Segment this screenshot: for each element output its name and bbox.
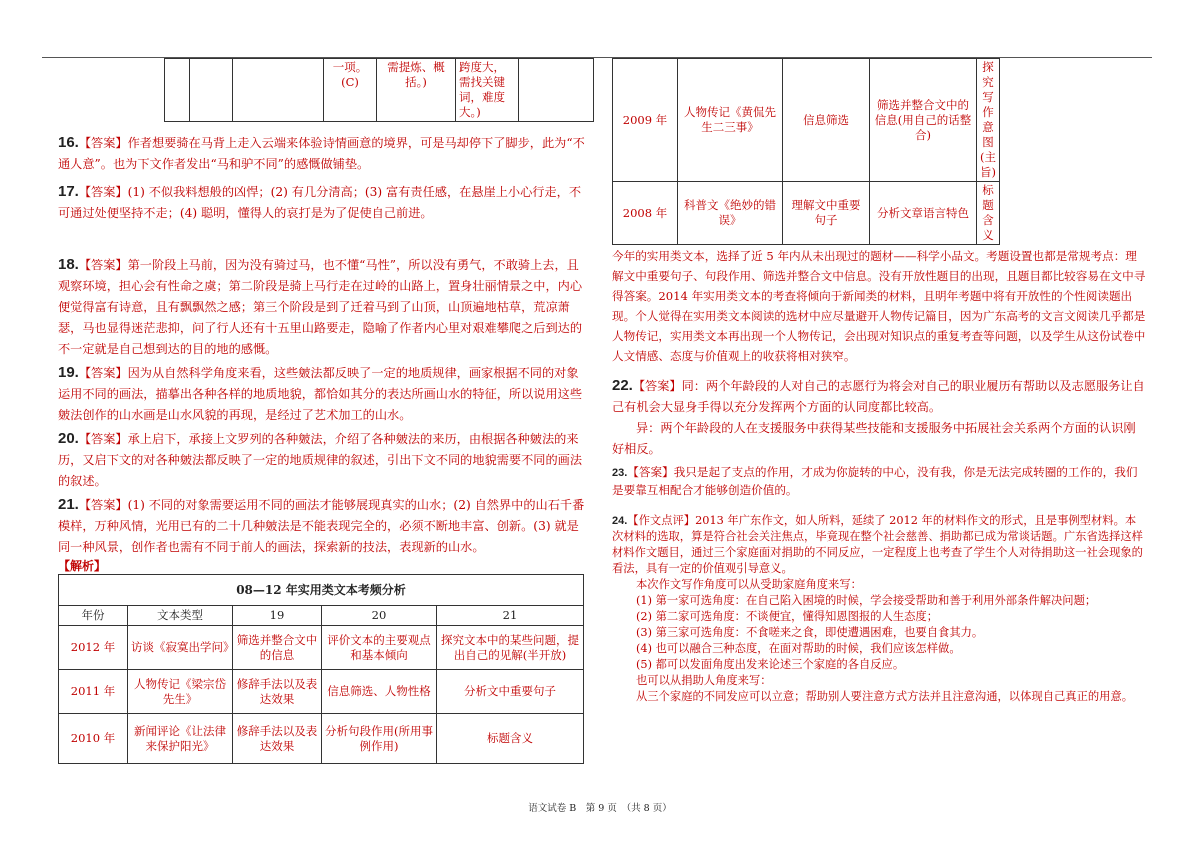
answer-17: 17.【答案】(1) 不似我料想般的凶悍；(2) 有几分清高；(3) 富有责任感，在悬崖上小心行走，不可通过处便坚持不走；(4) 聪明，懂得人的哀打是为了促使自己前进。 [58, 183, 582, 220]
answer-23: 23.【答案】我只是起了支点的作用，才成为你旋转的中心，没有我，你是无法完成转圈的工作的，我们是要靠互相配合才能够创造价值的。 [612, 465, 1138, 497]
table-header: 20 [322, 606, 437, 626]
answer-21: 21.【答案】(1) 不同的对象需要运用不同的画法才能够展现真实的山水；(2) 自然界中的山石千番模样，万种风情，光用已有的二十几种皴法是不能表现完全的，必须不断地丰富、创新。(3) 就是同一种风景，创作者也需有不同于前人的画法，探索新的技法，表现新的山水。 [58, 496, 585, 554]
table-row: 2009 年 人物传记《黄侃先生二三事》 信息筛选 筛选并整合文中的信息(用自己的话整合) 探究写作意图(主旨) [613, 59, 1000, 182]
essay-point: (3) 第三家可选角度：不食嗟来之食，即使遭遇困难，也要自食其力。 [636, 626, 984, 639]
essay-point: (1) 第一家可选角度：在自己陷入困境的时候，学会接受帮助和善于利用外部条件解决问题； [636, 594, 1097, 607]
answer-22-difference: 异：两个年龄段的人在支援服务中获得某些技能和支援服务中拓展社会关系两个方面的认识刚好相反。 [612, 421, 1136, 456]
essay-point: (4) 也可以融合三种态度，在面对帮助的时候，我们应该怎样做。 [636, 642, 961, 655]
table-title: 08—12 年实用类文本考频分析 [59, 575, 584, 606]
fragment-cell-3: 跨度大，需找关键词，难度大。) [456, 59, 519, 122]
answer-19: 19.【答案】因为从自然科学角度来看，这些皴法都反映了一定的地质规律，画家根据不同的对象运用不同的画法，描摹出各种各样的地质地貌，都恰如其分的表达所画山水的特征，所以说用这些皴法创作的山水画是山水风貌的再现，是经过了艺术加工的山水。 [58, 364, 583, 422]
essay-intro-2: 也可以从捐助人角度来写： [636, 674, 772, 687]
answer-18: 18.【答案】第一阶段上马前，因为没有骑过马，也不懂“马性”，所以没有勇气，不敢骑上去，且观察环境，担心会有性命之虞；第二阶段是骑上马行走在过岭的山路上，置身壮丽情景之中，内心便觉得富有诗意，且有飘飘然之感；第三个阶段是到了迁着马到了山顶，山顶遍地枯草，荒凉萧瑟，马也显得迷茫悲抑，问了行人还有十五里山路要走，隐喻了作者内心里对艰难攀爬之后到达的不一定就是自己想到达的目的地的感慨。 [58, 256, 583, 356]
table-row: 2012 年 访谈《寂寞出学问》 筛选并整合文中的信息 评价文本的主要观点和基本倾向 探究文本中的某些问题，提出自己的见解(半开放) [59, 626, 584, 670]
answer-16: 16.【答案】作者想要骑在马背上走入云端来体验诗情画意的境界，可是马却停下了脚步，此为“不通人意”。也为下文作者发出“马和驴不同”的感慨做铺垫。 [58, 134, 585, 171]
continued-table-fragment [164, 58, 594, 122]
answer-24: 24.【作文点评】2013 年广东作文，如人所料，延续了 2012 年的材料作文的形式，且是事例型材料。本次材料的选取，算是符合社会关注焦点，毕竟现在整个社会慈善、捐助都已成为常谈话题。广东省选择这样材料作文题目，通过三个家庭面对捐助的不同反应，一定程度上也考查了学生个人对待捐助这一社会现象的看法，具有一定的价值观引导意义。 本次作文写作角度可以从受助家庭角度来写： (1) 第一家可选角度：在自己陷入困境的时候，学会接受帮助和善于利用外部条件解决问题； (2) 第二家可选角度：不谈便宜，懂得知恩图报的人生态度； (3) 第三家可选角度：不食嗟来之食，即使遭遇困难，也要自食其力。 (4) 也可以融合三种态度，在面对帮助的时候，我们应该怎样做。 (5) 都可以发面角度出发来论述三个家庭的各自反应。 也可以从捐助人角度来写： 从三个家庭的不同发应可以立意；帮助别人要注意方式方法并且注意沟通，以体现自己真正的用意。 [612, 513, 1147, 705]
answer-22: 22.【答案】同：两个年龄段的人对自己的志愿行为将会对自己的职业履历有帮助以及志愿服务让自己有机会大显身手得以充分发挥两个方面的认同度都比较高。 [612, 377, 1145, 414]
table-header: 年份 [59, 606, 128, 626]
table-row: 2008 年 科普文《绝妙的错误》 理解文中重要句子 分析文章语言特色 标题含义 [613, 182, 1000, 245]
answer-20: 20.【答案】承上启下，承接上文罗列的各种皴法，介绍了各种皴法的来历，由根据各种皴法的来历，又启下文的对各种皴法都反映了一定的地质规律的叙述，引出下文不同的地貌需要不同的画法的叙述。 [58, 430, 583, 488]
table-row: 2011 年 人物传记《梁宗岱先生》 修辞手法以及表达效果 信息筛选、人物性格 分析文中重要句子 [59, 670, 584, 714]
frequency-table-continued [612, 58, 1000, 245]
page-footer: 语文试卷 B 第 9 页 （共 8 页） [528, 803, 672, 814]
frequency-table [58, 574, 584, 764]
fragment-cell-1: 一项。(C) [324, 59, 377, 122]
table-header: 19 [233, 606, 322, 626]
table-header: 文本类型 [128, 606, 233, 626]
essay-point: (2) 第二家可选角度：不谈便宜，懂得知恩图报的人生态度； [636, 610, 939, 623]
table-row: 2010 年 新闻评论《让法律来保护阳光》 修辞手法以及表达效果 分析句段作用(所用事例作用) 标题含义 [59, 714, 584, 764]
table-header: 21 [437, 606, 584, 626]
analysis-label: 【解析】 [58, 559, 107, 573]
analysis-paragraph: 今年的实用类文本，选择了近 5 年内从未出现过的题材——科学小品文。考题设置也都是常规考点：理解文中重要句子、句段作用、筛选并整合文中信息。没有开放性题目的出现，且题目都比较容易在文中寻得答案。2014 年实用类文本的考查将倾向于新闻类的材料，且明年考题中将有开放性的个性阅读题出现。个人觉得在实用类文本阅读的选材中应尽量避开人物传记篇目，因为广东高考的文言文阅读几乎都是人物传记，实用类文本再出现一个人物传记，会出现对知识点的重复考查等问题，以及学生从这份试卷中人文情感、态度与价值观上的收获将相对狭窄。 [612, 249, 1146, 363]
right-column [612, 58, 1147, 705]
left-column [58, 132, 588, 764]
essay-point: (5) 都可以发面角度出发来论述三个家庭的各自反应。 [636, 658, 905, 671]
fragment-cell-2: 需提炼、概括。) [377, 59, 456, 122]
essay-last: 从三个家庭的不同发应可以立意；帮助别人要注意方式方法并且注意沟通，以体现自己真正的用意。 [636, 690, 1134, 703]
essay-intro: 本次作文写作角度可以从受助家庭角度来写： [636, 578, 862, 591]
